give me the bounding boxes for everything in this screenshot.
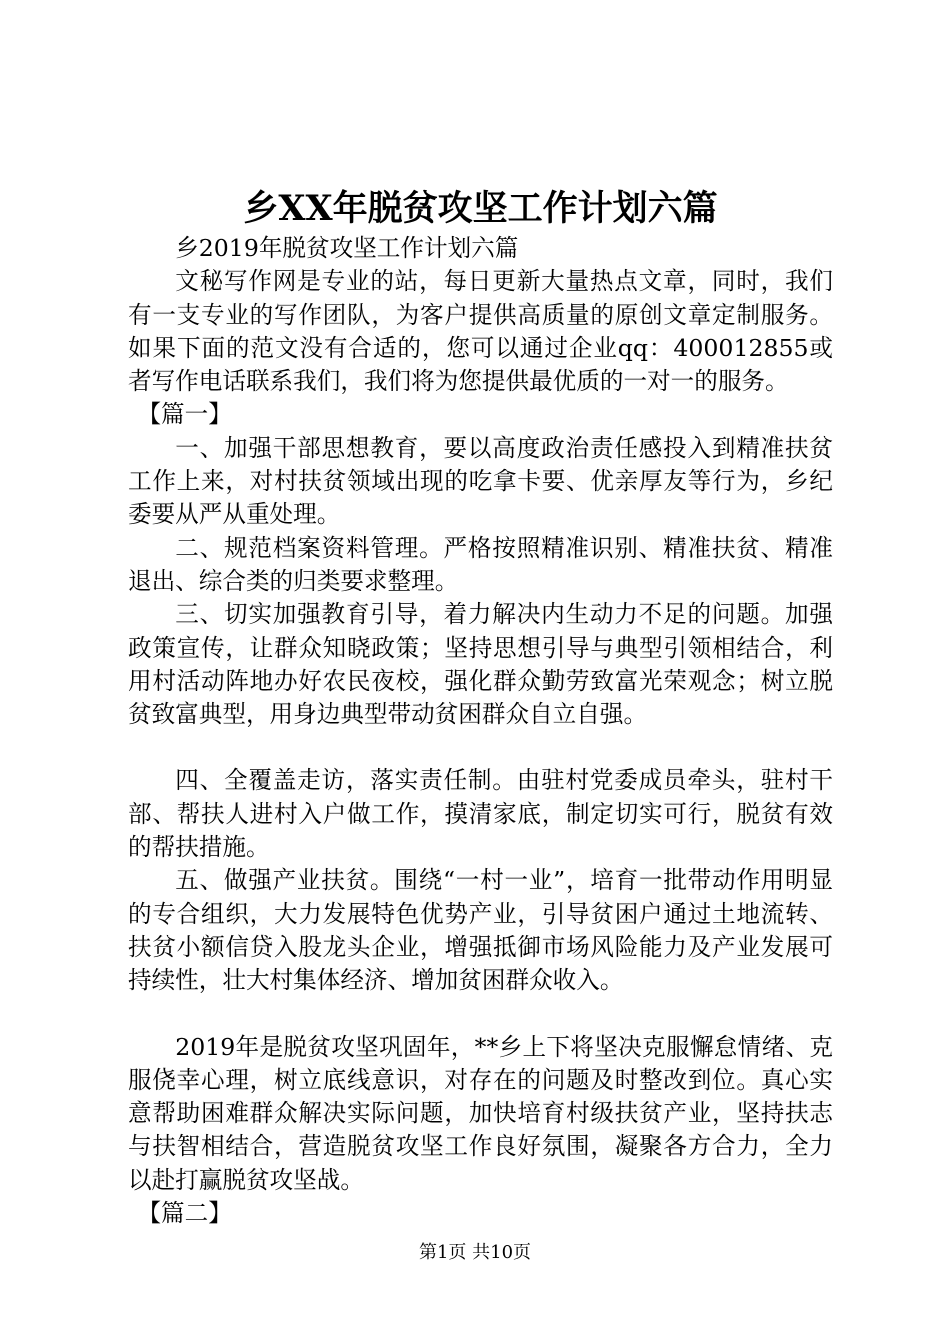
body-paragraph: 一、加强干部思想教育，要以高度政治责任感投入到精准扶贫工作上来，对村扶贫领域出现的吃拿卡要、优亲厚友等行为，乡纪委要从严从重处理。 <box>128 433 833 529</box>
subtitle-paragraph: 乡2019年脱贫攻坚工作计划六篇 <box>175 234 519 262</box>
section-heading-1: 【篇一】 <box>137 400 232 429</box>
body-paragraph: 四、全覆盖走访，落实责任制。由驻村党委成员牵头，驻村干部、帮扶人进村入户做工作，摸清家底，制定切实可行，脱贫有效的帮扶措施。 <box>128 766 833 862</box>
body-paragraph: 2019年是脱贫攻坚巩固年，**乡上下将坚决克服懈怠情绪、克服侥幸心理，树立底线意识，对存在的问题及时整改到位。真心实意帮助困难群众解决实际问题，加快培育村级扶贫产业，坚持扶志与扶智相结合，营造脱贫攻坚工作良好氛围，凝聚各方合力，全力以赴打赢脱贫攻坚战。 <box>128 1032 833 1194</box>
document-page <box>128 186 833 1230</box>
section-heading-2: 【篇二】 <box>137 1199 232 1228</box>
intro-paragraph: 文秘写作网是专业的站，每日更新大量热点文章，同时，我们有一支专业的写作团队，为客户提供高质量的原创文章定制服务。如果下面的范文没有合适的，您可以通过企业qq：400012855或者写作电话联系我们，我们将为您提供最优质的一对一的服务。 <box>128 267 833 396</box>
body-paragraph: 五、做强产业扶贫。围绕“一村一业”，培育一批带动作用明显的专合组织，大力发展特色优势产业，引导贫困户通过土地流转、扶贫小额信贷入股龙头企业，增强抵御市场风险能力及产业发展可持续性，壮大村集体经济、增加贫困群众收入。 <box>128 866 833 995</box>
body-paragraph: 三、切实加强教育引导，着力解决内生动力不足的问题。加强政策宣传，让群众知晓政策；坚持思想引导与典型引领相结合，利用村活动阵地办好农民夜校，强化群众勤劳致富光荣观念；树立脱贫致富典型，用身边典型带动贫困群众自立自强。 <box>128 600 833 729</box>
document-title: 乡XX年脱贫攻坚工作计划六篇 <box>243 188 718 229</box>
page-number-footer: 第1页 共10页 <box>418 1242 532 1263</box>
body-paragraph: 二、规范档案资料管理。严格按照精准识别、精准扶贫、精准退出、综合类的归类要求整理。 <box>128 533 833 595</box>
